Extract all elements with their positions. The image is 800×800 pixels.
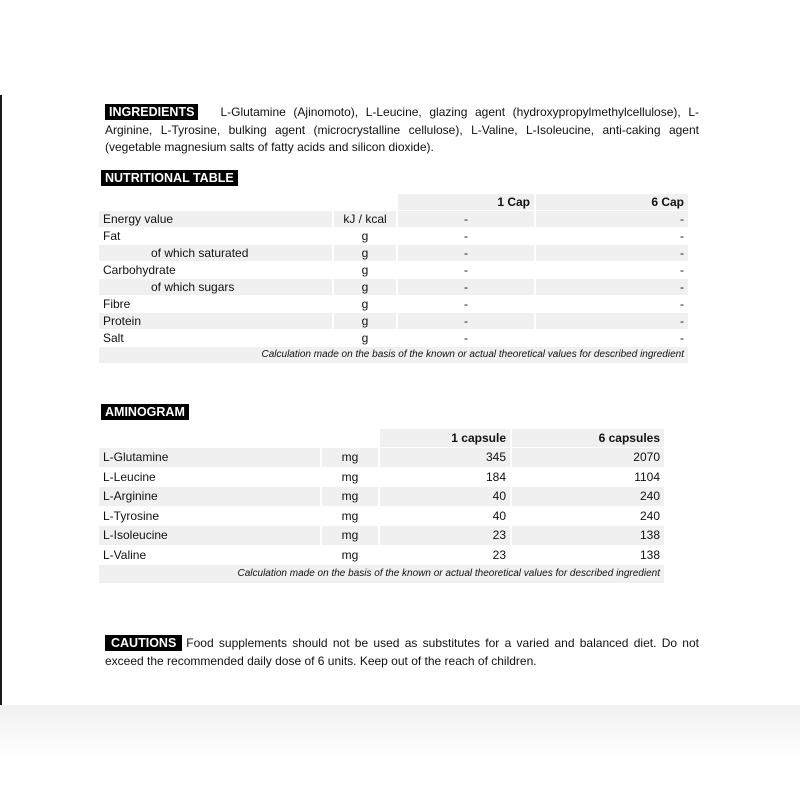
- amino-acid-name: L-Glutamine: [99, 448, 320, 467]
- table-row: [99, 546, 664, 565]
- amino-unit: mg: [341, 469, 359, 484]
- table-row: [99, 313, 688, 329]
- value-6cap: -: [536, 313, 688, 329]
- aminogram-table: [97, 428, 666, 584]
- table-row: [99, 448, 664, 467]
- cautions-text: Food supplements should not be used as substitutes for a varied and balanced diet. Do not exceed the recommended daily dose of 6 units. Keep out of the reach of children.: [105, 636, 699, 668]
- value-6cap: -: [680, 263, 684, 277]
- nutrient-name: Salt: [103, 331, 124, 345]
- amount-1capsule: 345: [380, 448, 510, 467]
- aminogram-heading: AMINOGRAM: [101, 404, 189, 420]
- value-6cap: -: [536, 245, 688, 261]
- amount-1capsule: 184: [485, 469, 506, 484]
- table-row: [99, 330, 688, 346]
- calculation-note: Calculation made on the basis of the known or actual theoretical values for described ingredient: [99, 565, 664, 583]
- table-row: [99, 507, 664, 526]
- value-1cap: -: [398, 245, 534, 261]
- nutrient-unit: g: [361, 297, 369, 311]
- cautions-section: [105, 634, 699, 670]
- value-6cap: -: [680, 229, 684, 243]
- amount-1capsule: 23: [380, 526, 510, 545]
- amino-acid-name: L-Arginine: [99, 487, 320, 506]
- amino-col-1capsule: 1 capsule: [380, 429, 510, 447]
- nutrient-unit: kJ / kcal: [334, 211, 396, 227]
- value-1cap: -: [398, 211, 534, 227]
- value-1cap: -: [464, 229, 468, 243]
- amount-1capsule: 40: [380, 487, 510, 506]
- nutrient-name: Protein: [99, 313, 332, 329]
- nutri-col-1cap: 1 Cap: [398, 194, 534, 210]
- amount-6capsules: 1104: [634, 469, 660, 484]
- value-6cap: -: [536, 279, 688, 295]
- nutritional-table-heading: NUTRITIONAL TABLE: [101, 170, 238, 186]
- nutrient-unit: g: [334, 245, 396, 261]
- ingredients-section: [105, 104, 699, 157]
- amino-unit: mg: [322, 487, 378, 506]
- aminogram-table-footer: [99, 565, 664, 583]
- nutri-col-6cap: 6 Cap: [536, 194, 688, 210]
- table-row: [99, 468, 664, 487]
- amino-acid-name: L-Isoleucine: [99, 526, 320, 545]
- amount-6capsules: 240: [512, 487, 664, 506]
- value-6cap: -: [680, 331, 684, 345]
- calculation-note: Calculation made on the basis of the known or actual theoretical values for described ingredient: [99, 347, 688, 363]
- nutrient-unit: g: [334, 313, 396, 329]
- amino-unit: mg: [322, 526, 378, 545]
- amount-6capsules: 2070: [512, 448, 664, 467]
- amount-6capsules: 138: [639, 547, 660, 562]
- nutrient-unit: g: [334, 279, 396, 295]
- amino-unit: mg: [341, 547, 359, 562]
- amount-1capsule: 40: [492, 508, 506, 523]
- nutrient-name: Carbohydrate: [103, 263, 176, 277]
- nutrient-unit: g: [361, 229, 369, 243]
- amino-col-6capsules: 6 capsules: [512, 429, 664, 447]
- table-row: [99, 279, 688, 295]
- value-1cap: -: [464, 263, 468, 277]
- table-row: [99, 526, 664, 545]
- table-row: [99, 245, 688, 261]
- nutrient-unit: g: [361, 263, 369, 277]
- amino-unit: mg: [341, 508, 359, 523]
- value-6cap: -: [536, 211, 688, 227]
- table-row: [99, 262, 688, 278]
- nutrient-unit: g: [361, 331, 369, 345]
- value-1cap: -: [398, 279, 534, 295]
- ingredients-text: L-Glutamine (Ajinomoto), L-Leucine, glazing agent (hydroxypropylmethylcellulose), L-Arginine, L-Tyrosine, bulking agent (microcrystalline cellulose), L-Valine, L-Isoleucine, anti-caking agent (vegetable magnesium salts of fatty acids and silicon dioxide).: [105, 105, 699, 154]
- aminogram-table-header: [99, 429, 664, 447]
- table-row: [99, 296, 688, 312]
- cautions-label: CAUTIONS: [105, 635, 182, 651]
- ingredients-label: INGREDIENTS: [105, 104, 198, 120]
- amount-6capsules: 240: [639, 508, 660, 523]
- nutrient-name: of which saturated: [99, 245, 332, 261]
- nutrient-name: Fibre: [103, 297, 131, 311]
- table-row: [99, 487, 664, 506]
- nutrient-name: Fat: [103, 229, 121, 243]
- value-1cap: -: [464, 297, 468, 311]
- amino-acid-name: L-Valine: [103, 547, 147, 562]
- page-bottom-shadow: [0, 705, 800, 800]
- nutritional-table-header: [99, 194, 688, 210]
- value-1cap: -: [464, 331, 468, 345]
- value-1cap: -: [398, 313, 534, 329]
- nutrient-name: of which sugars: [99, 279, 332, 295]
- amount-6capsules: 138: [512, 526, 664, 545]
- nutrient-name: Energy value: [99, 211, 332, 227]
- table-row: [99, 228, 688, 244]
- page-left-border: [0, 95, 2, 705]
- value-6cap: -: [680, 297, 684, 311]
- amino-unit: mg: [322, 448, 378, 467]
- table-row: [99, 211, 688, 227]
- amino-acid-name: L-Tyrosine: [103, 508, 160, 523]
- amount-1capsule: 23: [492, 547, 506, 562]
- nutritional-table-footer: [99, 347, 688, 363]
- nutritional-table: [97, 193, 690, 364]
- amino-acid-name: L-Leucine: [103, 469, 156, 484]
